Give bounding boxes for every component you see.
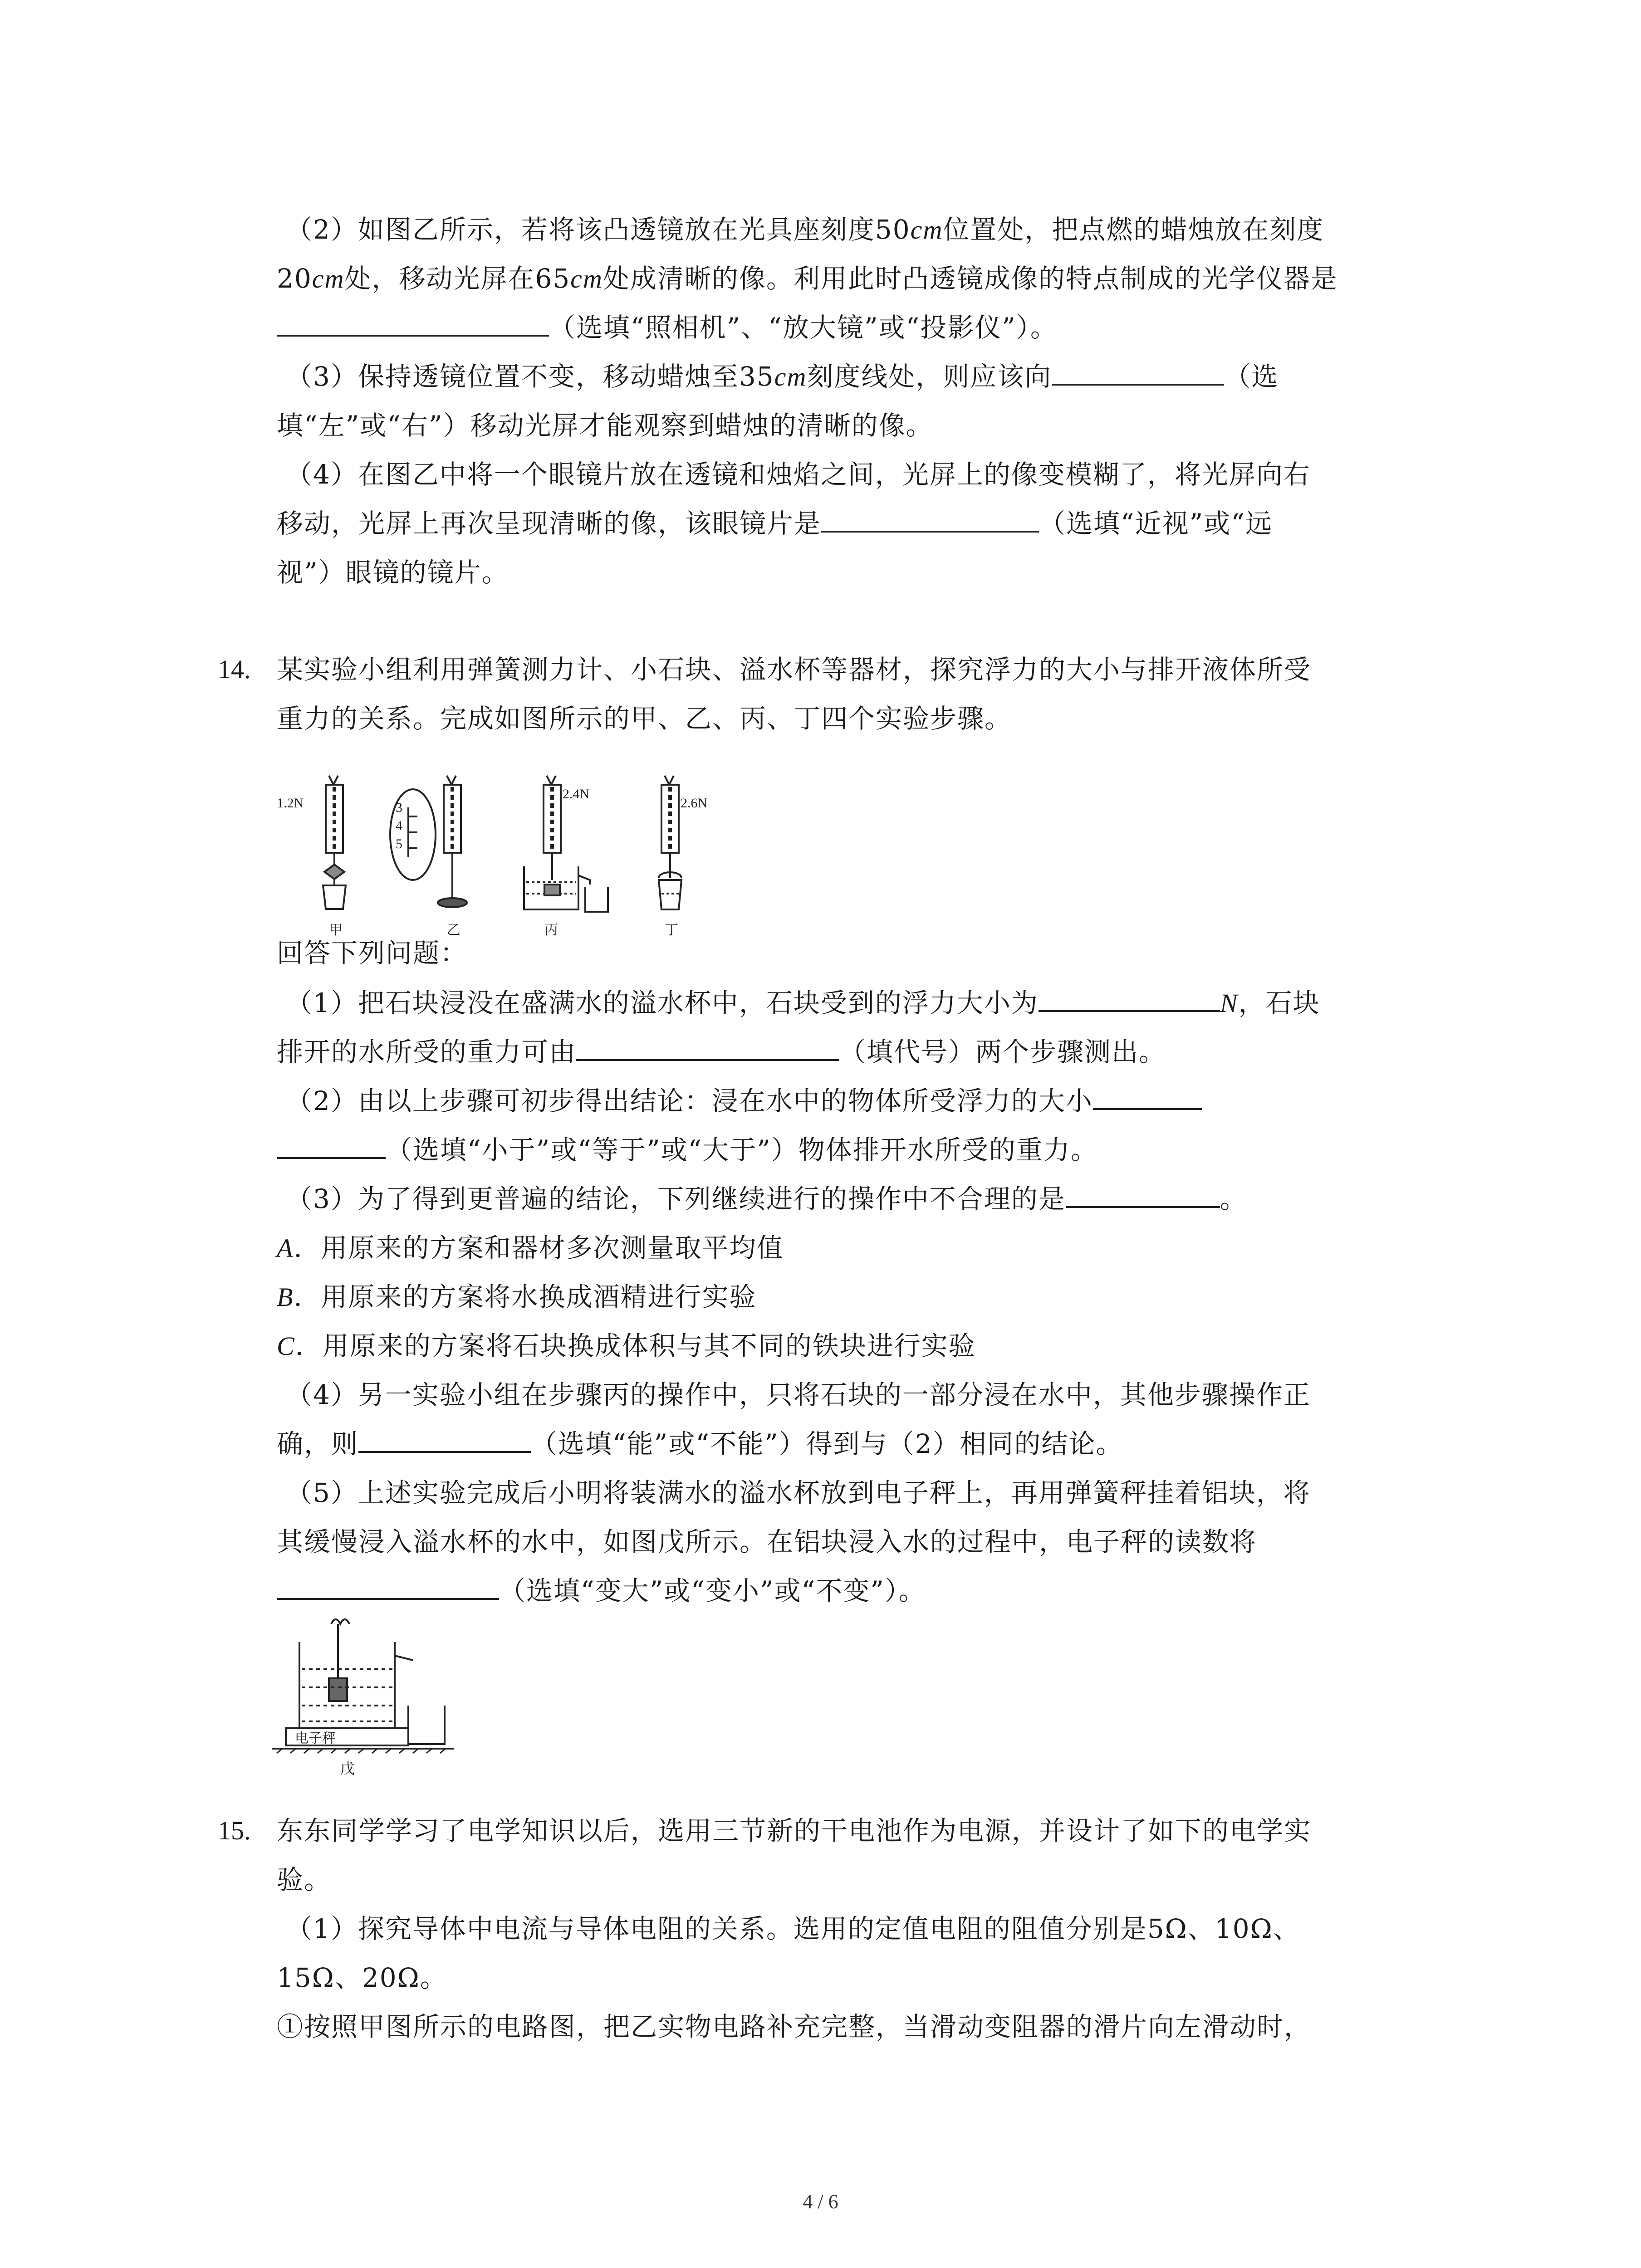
reading-label: 2.4N [563,787,590,802]
question-number: 15. [218,1816,251,1845]
q15-stem-line2 [277,1863,331,1896]
q14-stem-line1 [277,653,1311,686]
scale-mark: 3 [396,800,402,815]
q15-part1-line3 [277,2010,1311,2043]
q14-part4-line2 [277,1427,1123,1460]
text: （2）由以上步骤可初步得出结论：浸在水中的物体所受浮力的大小 [286,1085,1093,1116]
text: 刻度线处，则应该向 [807,361,1052,392]
text: ①按照甲图所示的电路图，把乙实物电路补充完整，当滑动变阻器的滑片向左滑动时， [277,2011,1312,2042]
text: 排开的水所受的重力可由 [277,1036,577,1067]
reading-label: 2.6N [681,796,708,811]
answer-blank[interactable] [277,1574,499,1600]
option-text: ．用原来的方案和器材多次测量取平均值 [294,1232,784,1263]
option-letter: C [277,1331,295,1361]
spring-scale-hook-icon [331,1619,349,1624]
spring-scale-ding-icon [659,776,681,909]
text: （填代号）两个步骤测出。 [839,1036,1166,1067]
text: （4）在图乙中将一个眼镜片放在透镜和烛焰之间，光屏上的像变模糊了，将光屏向右 [286,459,1311,490]
text: （3）为了得到更普遍的结论，下列继续进行的操作中不合理的是 [286,1183,1066,1214]
text: 位置处，把点燃的蜡烛放在刻度 [943,214,1324,245]
q13-part3-line1 [286,360,1279,393]
page-number: 4 / 6 [803,2190,838,2213]
text: 确，则 [277,1428,359,1459]
answer-blank[interactable] [1066,1183,1220,1208]
text: （选填“能”或“不能”）得到与（2）相同的结论。 [531,1428,1123,1459]
q14-option-c[interactable] [277,1330,976,1363]
q14-option-a[interactable] [277,1232,784,1265]
text: （5）上述实验完成后小明将装满水的溢水杯放到电子秤上，再用弹簧秤挂着铝块，将 [286,1477,1311,1508]
q14-part1-line1 [286,987,1320,1020]
q14-part4-line1 [286,1378,1311,1411]
q15-part1-line2 [277,1961,447,1994]
unit-cm: cm [312,264,345,293]
step-label: 丁 [665,923,678,938]
text: 其缓慢浸入溢水杯的水中，如图戊所示。在铝块浸入水的过程中，电子秤的读数将 [277,1526,1257,1557]
q13-part4-line3 [277,556,509,589]
q14-part5-line1 [286,1476,1311,1509]
q14-answer-intro [277,937,467,969]
scale-mark: 5 [396,836,402,851]
option-letter: B [277,1282,294,1312]
q14-stem-line2 [277,702,1012,735]
q13-part2-line1 [286,213,1324,246]
text: 回答下列问题： [277,938,468,968]
text: 重力的关系。完成如图所示的甲、乙、丙、丁四个实验步骤。 [277,703,1012,734]
unit-cm: cm [774,362,807,391]
figure-caption: 戊 [340,1760,355,1777]
text: 处，移动光屏在65 [344,263,571,294]
unit-cm: cm [570,264,603,293]
answer-blank[interactable] [277,1134,386,1159]
q13-part4-line2 [277,507,1273,540]
q13-part3-line2 [277,409,933,442]
small-cup-icon [408,1706,445,1744]
q15-stem-line1 [277,1814,1311,1847]
answer-blank[interactable] [576,1036,839,1061]
text: 视”）眼镜的镜片。 [277,557,509,588]
answer-blank[interactable] [277,311,549,337]
text: 验。 [277,1864,332,1895]
q15-part1-line1 [286,1912,1300,1945]
q14-part3-line1 [286,1183,1247,1215]
text: （选 [1224,361,1279,392]
answer-blank[interactable] [358,1427,531,1453]
reading-label: 1.2N [277,796,304,811]
text: （1）把石块浸没在盛满水的溢水杯中，石块受到的浮力大小为 [286,987,1038,1018]
q14-part5-line3 [277,1574,926,1607]
option-letter: A [277,1233,294,1263]
text: （4）另一实验小组在步骤丙的操作中，只将石块的一部分浸在水中，其他步骤操作正 [286,1379,1311,1410]
question-number: 14. [218,655,251,684]
step-label: 甲 [329,923,343,938]
unit-cm: cm [910,215,943,244]
answer-blank[interactable] [1052,360,1224,386]
unit-n: N [1220,988,1239,1018]
answer-blank[interactable] [1038,987,1220,1012]
option-text: ．用原来的方案将水换成酒精进行实验 [294,1281,757,1312]
scale-mark: 4 [396,818,402,833]
text: 填“左”或“右”）移动光屏才能观察到蜡烛的清晰的像。 [277,410,933,441]
text: ，石块 [1238,987,1320,1018]
q14-option-b[interactable] [277,1281,756,1314]
step-label: 丙 [544,923,558,938]
q13-part2-line2 [277,262,1338,295]
text: 20 [277,263,312,294]
text: （选填“近视”或“远 [1039,508,1273,539]
text: （选填“照相机”、“放大镜”或“投影仪”）。 [549,312,1058,343]
q14-part2-line1 [286,1085,1202,1117]
text: （1）探究导体中电流与导体电阻的关系。选用的定值电阻的阻值分别是5Ω、10Ω、 [286,1913,1300,1944]
text: （选填“小于”或“等于”或“大于”）物体排开水所受的重力。 [386,1134,1098,1165]
spring-scale-jia-icon [323,776,346,909]
text: （2）如图乙所示，若将该凸透镜放在光具座刻度50 [286,214,911,245]
q14-part2-line2 [277,1134,1098,1166]
text: 东东同学学习了电学知识以后，选用三节新的干电池作为电源，并设计了如下的电学实 [277,1815,1312,1846]
q13-part4-line1 [286,458,1311,491]
text: （选填“变大”或“变小”或“不变”）。 [499,1575,926,1606]
electronic-scale-figure [272,1615,481,1787]
option-text: ．用原来的方案将石块换成体积与其不同的铁块进行实验 [295,1330,976,1361]
spring-scale-figure [272,767,780,948]
q14-part5-line2 [277,1525,1257,1558]
text: 15Ω、20Ω。 [277,1962,447,1993]
answer-blank[interactable] [821,507,1039,533]
q14-part1-line2 [277,1036,1166,1068]
text: 移动，光屏上再次呈现清晰的像，该眼镜片是 [277,508,822,539]
step-label: 乙 [447,923,460,938]
text: （3）保持透镜位置不变，移动蜡烛至35 [286,361,774,392]
text: 某实验小组利用弹簧测力计、小石块、溢水杯等器材，探究浮力的大小与排开液体所受 [277,654,1312,685]
scale-label: 电子秤 [295,1731,336,1746]
text: 处成清晰的像。利用此时凸透镜成像的特点制成的光学仪器是 [603,263,1338,294]
q13-part2-line3 [277,311,1058,344]
text: 。 [1220,1183,1247,1214]
answer-blank[interactable] [1093,1085,1202,1110]
